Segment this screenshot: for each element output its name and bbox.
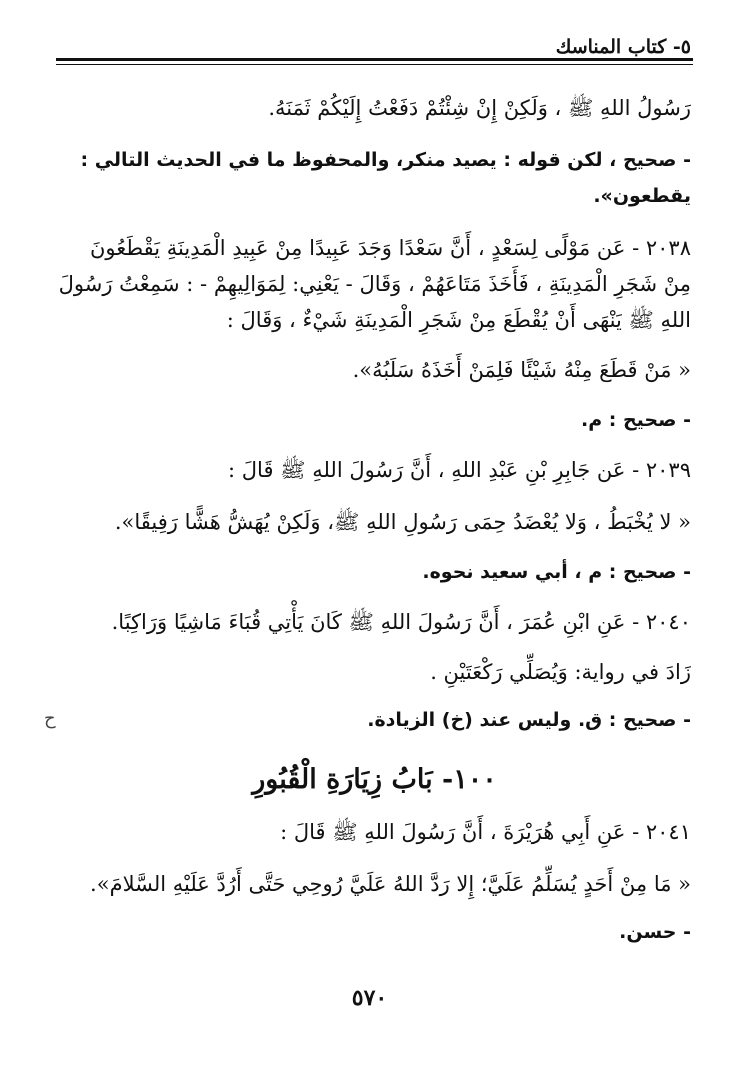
running-header: ٥- كتاب المناسك <box>555 36 691 58</box>
page-number: ٥٧٠ <box>351 985 388 1011</box>
hadith-2040-addition: زَادَ في رواية: وَيُصَلِّي رَكْعَتَيْنِ . <box>430 660 691 684</box>
grading-line-1-cont: يقطعون». <box>593 185 691 207</box>
hadith-2038-line-3: اللهِ ﷺ يَنْهَى أَنْ يُقْطَعَ مِنْ شَجَرِ الْمَدِينَةِ شَيْءٌ ، وَقَالَ : <box>226 308 691 332</box>
hadith-2041-matn: « مَا مِنْ أَحَدٍ يُسَلِّمُ عَلَيَّ؛ إِلا رَدَّ اللهُ عَلَيَّ رُوحِي حَتَّى أَرُدَّ عَلَيْهِ السَّلامَ». <box>90 872 691 896</box>
hadith-2038-matn: « مَنْ قَطَعَ مِنْهُ شَيْئًا فَلِمَنْ أَخَذَهُ سَلَبُهُ». <box>352 358 691 382</box>
hadith-2041-grading: - حسن. <box>619 921 691 943</box>
hadith-2038-line-2: مِنْ شَجَرِ الْمَدِينَةِ ، فَأَخَذَ مَتَاعَهُمْ ، وَقَالَ - يَعْنِي: لِمَوَالِيهِمْ - : سَمِعْتُ رَسُولَ <box>58 272 691 296</box>
text-line-1: رَسُولُ اللهِ ﷺ ، وَلَكِنْ إِنْ شِئْتُمْ دَفَعْتُ إِلَيْكُمْ ثَمَنَهُ. <box>268 96 691 120</box>
hadith-2040-grading: - صحيح : ق. وليس عند (خ) الزيادة. <box>367 709 691 731</box>
hadith-2039-grading: - صحيح : م ، أبي سعيد نحوه. <box>422 561 691 583</box>
hadith-2038-line-1: ٢٠٣٨ - عَن مَوْلًى لِسَعْدٍ ، أَنَّ سَعْدًا وَجَدَ عَبِيدًا مِنْ عَبِيدِ الْمَدِينَةِ يَقْطَعُونَ <box>89 236 691 260</box>
hadith-2041-line-1: ٢٠٤١ - عَنِ أَبِي هُرَيْرَةَ ، أَنَّ رَسُولَ اللهِ ﷺ قَالَ : <box>280 820 691 844</box>
margin-mark: ح <box>44 708 56 729</box>
hadith-2040-line-1: ٢٠٤٠ - عَنِ ابْنِ عُمَرَ ، أَنَّ رَسُولَ اللهِ ﷺ كَانَ يَأْتِي قُبَاءَ مَاشِيًا وَرَاكِبًا. <box>111 610 691 634</box>
header-rule <box>56 58 693 65</box>
hadith-2039-line-1: ٢٠٣٩ - عَن جَابِرِ بْنِ عَبْدِ اللهِ ، أَنَّ رَسُولَ اللهِ ﷺ قَالَ : <box>228 458 691 482</box>
hadith-2039-matn: « لا يُخْبَطُ ، وَلا يُعْضَدُ حِمَى رَسُولِ اللهِ ﷺ، وَلَكِنْ يُهَشُّ هَشًّا رَفِيقًا». <box>114 510 691 534</box>
hadith-2038-grading: - صحيح : م. <box>581 409 691 431</box>
chapter-title: ١٠٠- بَابُ زِيَارَةِ الْقُبُورِ <box>252 764 497 795</box>
grading-line-1: - صحيح ، لكن قوله : يصيد منكر، والمحفوظ ما في الحديث التالي : <box>80 149 691 171</box>
